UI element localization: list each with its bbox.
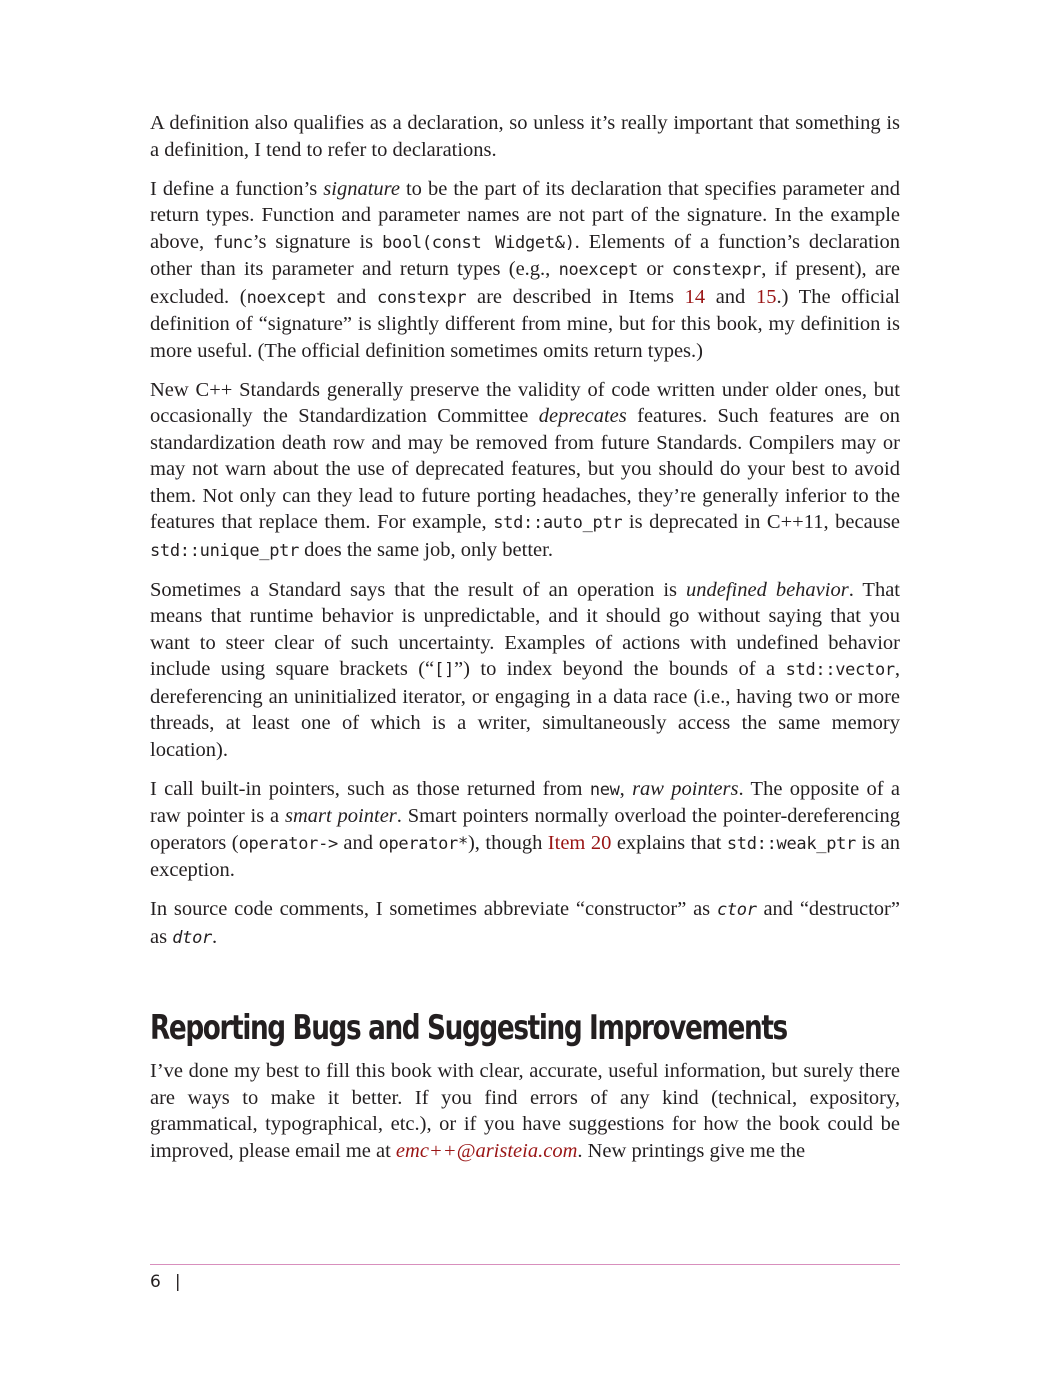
email-link[interactable]: emc++@aristeia.com	[395, 1139, 578, 1162]
code-new: new	[589, 779, 620, 800]
footer-divider	[150, 1264, 900, 1265]
code-vector: std::vector	[785, 660, 895, 680]
page-number: 6	[150, 1272, 161, 1292]
term-signature: signature	[323, 177, 400, 200]
code-signature: bool(const Widget&)	[382, 232, 575, 253]
term-smart-pointer: smart pointer	[285, 805, 397, 827]
term-raw-pointers: raw pointers	[632, 777, 739, 800]
code-noexcept: noexcept	[558, 260, 639, 280]
term-undefined-behavior: undefined behavior	[686, 578, 849, 601]
code-brackets: []	[434, 660, 455, 680]
page-footer	[150, 1272, 181, 1292]
code-auto-ptr: std::auto_ptr	[493, 513, 623, 533]
paragraph-definition: A definition also qualifies as a declaration, so unless it’s really important that something is a definition, I tend to refer to declarations.	[150, 112, 900, 161]
code-func: func	[213, 232, 253, 253]
code-constexpr: constexpr	[671, 260, 762, 280]
paragraph-abbreviations: In source code comments, I sometimes abbreviate “constructor” as ctor and “destructor” as dtor.	[150, 898, 900, 948]
link-item-20[interactable]: Item 20	[547, 831, 612, 854]
paragraph-deprecation: New C++ Standards generally preserve the validity of code written under older ones, but occasionally the Standardization Committee deprecates features. Such features are on standardization death row and may be removed from future Standards. Compilers may or may not warn about the use of deprecated features, but you should do your best to avoid them. Not only can they lead to future porting headaches, they’re generally inferior to the features that replace them. For example, std::auto_ptr is deprecated in C++11, because std::unique_ptr does the same job, only better.	[150, 378, 900, 561]
section-heading: Reporting Bugs and Suggesting Improvements	[150, 1008, 787, 1048]
paragraph-reporting-bugs: I’ve done my best to fill this book with clear, accurate, useful information, but surely there are ways to make it better. If you find errors of any kind (technical, expository, grammatical, typographical, etc.), or if you have suggestions for how the book could be improved, please email me at emc++@aristeia.com. New printings give me the	[150, 1060, 900, 1162]
page-body	[150, 110, 900, 1177]
term-deprecates: deprecates	[538, 405, 627, 427]
paragraph-signature: I define a function’s signature to be the part of its declaration that specifies parameter and return types. Function and parameter names are not part of the signature. In the example above, func’s signature is bool(const Widget&). Elements of a function’s declaration other than its parameter and return types (e.g., noexcept or constexpr, if present), are excluded. (noexcept and constexpr are described in Items 14 and 15.) The official definition of “signature” is slightly different from mine, but for this book, my definition is more useful. (The official definition sometimes omits return types.)	[150, 177, 901, 362]
code-operator-arrow: operator->	[238, 833, 338, 854]
paragraph-pointers: I call built-in pointers, such as those returned from new, raw pointers. The opposite of a raw pointer is a smart pointer. Smart pointers normally overload the pointer-dereferencing operators (operator-> and operator*), though Item 20 explains that std::weak_ptr is an exception.	[150, 777, 900, 881]
code-unique-ptr: std::unique_ptr	[150, 540, 300, 561]
code-operator-star: operator*	[378, 833, 468, 854]
link-item-14[interactable]: 14	[684, 285, 706, 308]
code-constexpr: constexpr	[376, 287, 467, 308]
code-dtor: dtor	[172, 927, 212, 948]
code-noexcept: noexcept	[246, 287, 327, 308]
code-weak-ptr: std::weak_ptr	[726, 833, 856, 854]
footer-separator: |	[174, 1272, 181, 1292]
code-ctor: ctor	[716, 900, 757, 920]
link-item-15[interactable]: 15	[755, 285, 777, 308]
paragraph-undefined-behavior: Sometimes a Standard says that the result of an operation is undefined behavior. That means that runtime behavior is unpredictable, and it should go without saying that you want to steer clear of such uncertainty. Examples of actions with undefined behavior include using square brackets (“[]”) to index beyond the bounds of a std::vector, dereferencing an uninitialized iterator, or engaging in a data race (i.e., having two or more threads, at least one of which is a writer, simultaneously access the same memory location).	[150, 578, 901, 761]
